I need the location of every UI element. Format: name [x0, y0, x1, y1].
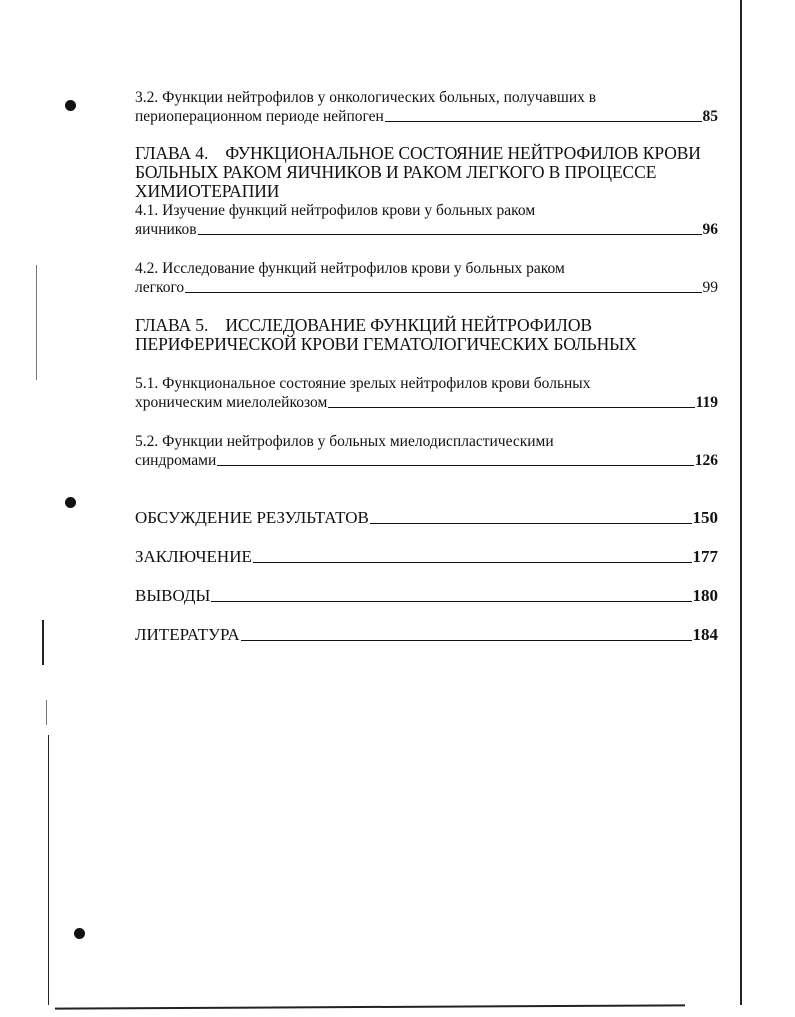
toc-entry-discussion-label: ОБСУЖДЕНИЕ РЕЗУЛЬТАТОВ — [135, 508, 369, 527]
chapter-4-heading — [135, 144, 718, 201]
toc-entry-3-2-title-end: периоперационном периоде нейпоген — [135, 108, 384, 125]
toc-entry-discussion — [135, 508, 718, 528]
binder-hole-bottom — [74, 928, 85, 939]
chapter-5-heading — [135, 316, 718, 354]
toc-entry-5-1-title-end: хроническим миелолейкозом — [135, 394, 328, 411]
toc-entry-3-2-line1: 3.2. Функции нейтрофилов у онкологических больных, получавших в — [135, 89, 597, 106]
leader-line — [328, 407, 694, 408]
toc-entry-5-2 — [135, 432, 718, 470]
page-edge-right — [740, 0, 742, 1005]
toc-entry-conclusion — [135, 547, 718, 567]
toc-entry-findings — [135, 586, 718, 606]
toc-entry-conclusion-label: ЗАКЛЮЧЕНИЕ — [135, 547, 252, 566]
toc-entry-findings-label: ВЫВОДЫ — [135, 586, 211, 605]
chapter-4-line2: БОЛЬНЫХ РАКОМ ЯИЧНИКОВ И РАКОМ ЛЕГКОГО В ПРОЦЕССЕ — [135, 162, 657, 182]
toc-entry-4-1 — [135, 201, 718, 239]
page-edge-left-mark-2 — [42, 620, 44, 665]
page-edge-left-lower — [48, 735, 49, 1005]
toc-entry-5-1-line1: 5.1. Функциональное состояние зрелых нейтрофилов крови больных — [135, 375, 591, 392]
toc-entry-5-2-page: 126 — [694, 452, 718, 469]
toc-entry-4-2-line2 — [135, 278, 718, 297]
toc-entry-5-2-title-end: синдромами — [135, 452, 217, 469]
leader-line — [211, 601, 691, 602]
page-edge-left-mark-3 — [46, 700, 47, 725]
page-edge-bottom — [55, 1004, 685, 1009]
chapter-5-line1: ГЛАВА 5. ИССЛЕДОВАНИЕ ФУНКЦИЙ НЕЙТРОФИЛОВ — [135, 315, 592, 335]
page-edge-left-mark-1 — [36, 265, 37, 380]
chapter-4-line3: ХИМИОТЕРАПИИ — [135, 181, 280, 201]
toc-entry-4-1-line1: 4.1. Изучение функций нейтрофилов крови у больных раком — [135, 202, 536, 219]
toc-entry-findings-page: 180 — [692, 586, 718, 605]
toc-entry-5-2-line2 — [135, 451, 718, 470]
toc-entry-4-2-line1: 4.2. Исследование функций нейтрофилов крови у больных раком — [135, 260, 565, 277]
table-of-contents — [135, 88, 718, 645]
binder-hole-middle — [65, 497, 76, 508]
toc-entry-3-2-line2 — [135, 107, 718, 126]
toc-entry-conclusion-page: 177 — [692, 547, 718, 566]
leader-line — [385, 121, 702, 122]
toc-entry-4-1-line2 — [135, 220, 718, 239]
toc-entry-literature — [135, 625, 718, 645]
leader-line — [217, 465, 694, 466]
toc-entry-5-1 — [135, 374, 718, 412]
toc-entry-5-1-page: 119 — [695, 394, 718, 411]
toc-entry-4-1-title-end: яичников — [135, 221, 197, 238]
toc-entry-3-2 — [135, 88, 718, 126]
chapter-4-line1: ГЛАВА 4. ФУНКЦИОНАЛЬНОЕ СОСТОЯНИЕ НЕЙТРОФИЛОВ КРОВИ — [135, 143, 701, 163]
toc-entry-literature-page: 184 — [692, 625, 718, 644]
toc-entry-5-1-line2 — [135, 393, 718, 412]
toc-entry-5-2-line1: 5.2. Функции нейтрофилов у больных миелодиспластическими — [135, 433, 554, 450]
leader-line — [370, 523, 692, 524]
toc-entry-4-2-title-end: легкого — [135, 279, 185, 296]
toc-entry-4-2-page: 99 — [702, 279, 718, 296]
leader-line — [198, 234, 702, 235]
leader-line — [185, 292, 701, 293]
toc-entry-4-2 — [135, 259, 718, 297]
chapter-5-line2: ПЕРИФЕРИЧЕСКОЙ КРОВИ ГЕМАТОЛОГИЧЕСКИХ БОЛЬНЫХ — [135, 334, 637, 354]
toc-entry-4-1-page: 96 — [702, 221, 718, 238]
toc-entry-discussion-page: 150 — [692, 508, 718, 527]
binder-hole-top — [65, 100, 76, 111]
leader-line — [241, 640, 692, 641]
leader-line — [253, 562, 692, 563]
toc-entry-3-2-page: 85 — [702, 108, 718, 125]
toc-entry-literature-label: ЛИТЕРАТУРА — [135, 625, 240, 644]
